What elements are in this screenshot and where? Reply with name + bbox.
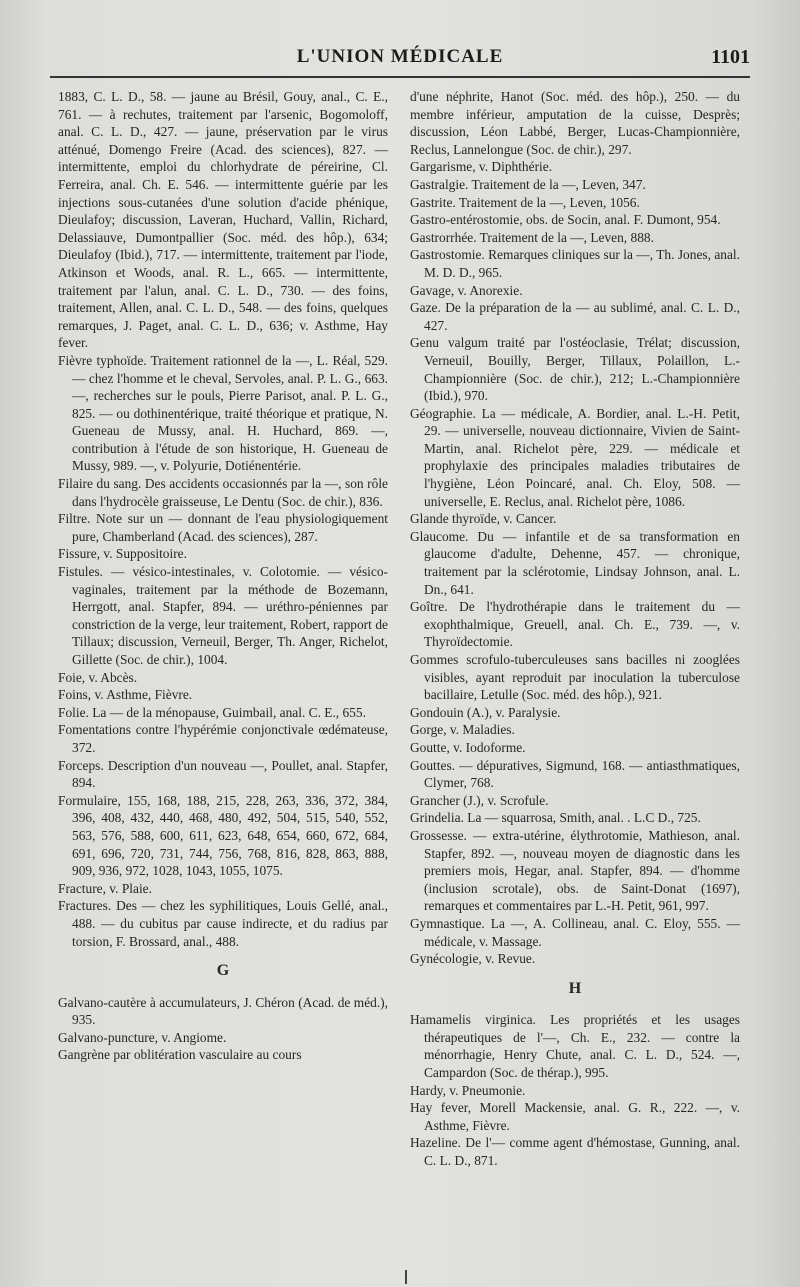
index-entry: Grossesse. — extra-utérine, élythrotomie, Mathieson, anal. Stapfer, 892. —, nouveau moyen de diagnostic dans les premiers mois, Hegar, anal. Stapfer, 894. — d'homme (inclusion scrotale), obs. de Saint-Donat (1697), remarques et commentaires par L.-H. Petit, 961, 997.: [410, 827, 740, 914]
left-entries: [58, 88, 388, 950]
column-divider: [405, 1270, 407, 1284]
index-entry: Fomentations contre l'hypérémie conjonctivale œdémateuse, 372.: [58, 722, 388, 755]
index-entry: Gastrite. Traitement de la —, Leven, 1056.: [410, 194, 640, 210]
index-entry: Hardy, v. Pneumonie.: [410, 1082, 526, 1098]
index-entry: Glaucome. Du — infantile et de sa transformation en glaucome d'adulte, Dehenne, 457. — chronique, traitement par la sclérotomie, Lindsay Johnson, anal. L. Dn., 641.: [410, 528, 740, 597]
left-column: [58, 88, 388, 1064]
index-entry: Galvano-puncture, v. Angiome.: [58, 1029, 227, 1045]
index-entry: Filtre. Note sur un — donnant de l'eau physiologiquement pure, Chamberland (Acad. des sciences), 287.: [58, 511, 388, 544]
index-entry: Goutte, v. Iodoforme.: [410, 739, 526, 755]
page-number: 1101: [711, 46, 750, 68]
right-entries-h: [410, 1011, 740, 1169]
index-entry: Hamamelis virginica. Les propriétés et les usages thérapeutiques de l'—, Ch. E., 232. — contre la ménorrhagie, Henry Chute, anal. C. L. D., 524. —, Campardon (Soc. de thérap.), 995.: [410, 1012, 740, 1081]
index-entry: Genu valgum traité par l'ostéoclasie, Trélat; discussion, Verneuil, Bouilly, Berger, Tillaux, Polaillon, L.-Championnière (Soc. de chir.), 212; L.-Championnière (Ibid.), 970.: [410, 335, 740, 404]
header-rule: [50, 76, 750, 78]
right-entries: [410, 88, 740, 968]
section-letter-h: H: [568, 979, 582, 997]
index-entry: Formulaire, 155, 168, 188, 215, 228, 263, 336, 372, 384, 396, 408, 432, 440, 468, 480, 492, 504, 515, 540, 552, 563, 576, 588, 600, 611, 623, 648, 654, 660, 672, 684, 691, 696, 720, 731, 744, 756, 768, 816, 828, 863, 888, 909, 936, 972, 1028, 1043, 1055, 1075.: [58, 792, 388, 879]
index-entry: Gouttes. — dépuratives, Sigmund, 168. — antiasthmatiques, Clymer, 768.: [410, 757, 740, 791]
index-entry: Fièvre typhoïde. Traitement rationnel de la —, L. Réal, 529. — chez l'homme et le cheval, Servoles, anal. P. L. G., 663. —, recherches sur le pouls, Pierre Parisot, anal. P. L. G., 825. — ou dothinentérique, traité théorique et pratique, N. Gueneau de Mussy, anal. H. Huchard, 869. —, contribution à l'étude de son historique, H. Gueneau de Mussy, 989. —, v. Polyurie, Dotiénentérie.: [58, 352, 388, 474]
index-entry: Hay fever, Morell Mackensie, anal. G. R., 222. —, v. Asthme, Fièvre.: [410, 1100, 740, 1133]
index-entry: Foie, v. Abcès.: [58, 669, 138, 685]
index-entry: Gondouin (A.), v. Paralysie.: [410, 704, 561, 720]
index-entry: d'une néphrite, Hanot (Soc. méd. des hôp.), 250. — du membre inférieur, amputation de la cuisse, Desprès; discussion, Léon Labbé, Berger, Lucas-Championnière, Reclus, Lannelongue (Soc. de chir.), 297.: [410, 89, 740, 157]
index-entry: Gommes scrofulo-tuberculeuses sans bacilles ni zooglées visibles, ayant reproduit par inoculation la tuberculose bacillaire, Letulle (Soc. méd. des hôp.), 921.: [410, 652, 740, 703]
index-entry: Folie. La — de la ménopause, Guimbail, anal. C. E., 655.: [58, 704, 366, 720]
index-entry: Grancher (J.), v. Scrofule.: [410, 792, 549, 808]
index-entry: 1883, C. L. D., 58. — jaune au Brésil, Gouy, anal., C. E., 761. — à rechutes, traitement par l'arsenic, Bogomoloff, anal. C. L. D., 427. — jaune, préservation par le virus atténué, Domengo Freire (Acad. des sciences), 827. — intermittente, emploi du chlorhydrate de péreirine, Cl. Ferreira, anal. Ch. E. 546. — intermittente guérie par les injections sous-cutanées d'une solution d'acide phénique, Dieulafoy; discussion, Laveran, Huchard, Vallin, Richard, Delassiauve, Dumontpallier (Soc. méd. des hôp.), 634; Dieulafoy (Ibid.), 717. — intermittente, traitement par l'iode, Atkinson et Woods, anal. R. L., 665. — intermittente, traitement par l'alun, anal. C. L. D., 730. — des foins, traitement, Allen, anal. C. L. D., 548. — des foins, quelques remarques, J. Paget, anal. C. L. D., 636; v. Asthme, Hay fever.: [58, 89, 388, 351]
index-entry: Grindelia. La — squarrosa, Smith, anal. . L.C D., 725.: [410, 810, 701, 826]
index-entry: Glande thyroïde, v. Cancer.: [410, 511, 557, 527]
index-entry: Gastrostomie. Remarques cliniques sur la —, Th. Jones, anal. M. D. D., 965.: [410, 247, 740, 280]
index-entry: Géographie. La — médicale, A. Bordier, anal. L.-H. Petit, 29. — universelle, nouveau dictionnaire, Vivien de Saint-Martin, anal. Richelot père, 229. — médicale et prophylaxie des principales maladies tributaires de l'hygiène, Léon Poincaré, anal. Ch. Eloy, 508. — universelle, E. Reclus, anal. Richelot père, 1086.: [410, 405, 740, 509]
index-entry: Gavage, v. Anorexie.: [410, 282, 523, 298]
index-entry: Gargarisme, v. Diphthérie.: [410, 159, 553, 175]
running-header: [50, 44, 750, 74]
index-entry: Fractures. Des — chez les syphilitiques, Louis Gellé, anal., 488. — du cubitus par cause indirecte, et du radius par torsion, F. Brossard, anal., 488.: [58, 898, 388, 949]
index-entry: Gangrène par oblitération vasculaire au cours: [58, 1047, 302, 1063]
index-entry: Fracture, v. Plaie.: [58, 880, 152, 896]
section-letter-g: G: [216, 962, 230, 980]
left-entries-g: [58, 994, 388, 1064]
index-entry: Gymnastique. La —, A. Collineau, anal. C. Eloy, 555. — médicale, v. Massage.: [410, 915, 740, 949]
page-title: L'UNION MÉDICALE: [296, 46, 504, 67]
index-entry: Gaze. De la préparation de la — au sublimé, anal. C. L. D., 427.: [410, 300, 740, 333]
index-entry: Foins, v. Asthme, Fièvre.: [58, 687, 193, 703]
index-entry: Gastralgie. Traitement de la —, Leven, 347.: [410, 176, 646, 192]
index-entry: Gynécologie, v. Revue.: [410, 951, 536, 967]
index-entry: Gastro-entérostomie, obs. de Socin, anal. F. Dumont, 954.: [410, 212, 721, 228]
index-entry: Gorge, v. Maladies.: [410, 722, 515, 738]
index-entry: Fissure, v. Suppositoire.: [58, 546, 187, 562]
index-entry: Galvano-cautère à accumulateurs, J. Chéron (Acad. de méd.), 935.: [58, 994, 388, 1028]
index-entry: Gastrorrhée. Traitement de la —, Leven, 888.: [410, 229, 654, 245]
right-column: [410, 88, 740, 1170]
index-entry: Hazeline. De l'— comme agent d'hémostase, Gunning, anal. C. L. D., 871.: [410, 1135, 740, 1169]
index-entry: Filaire du sang. Des accidents occasionnés par la —, son rôle dans l'hydrocèle graisseuse, Le Dentu (Soc. de chir.), 836.: [58, 476, 388, 509]
index-entry: Forceps. Description d'un nouveau —, Poullet, anal. Stapfer, 894.: [58, 757, 388, 791]
index-entry: Goître. De l'hydrothérapie dans le traitement du — exophthalmique, Greuell, anal. Ch. E., 739. —, v. Thyroïdectomie.: [410, 599, 740, 650]
index-entry: Fistules. — vésico-intestinales, v. Colotomie. — vésico-vaginales, traitement par la méthode de Bozemann, Herrgott, anal. Stapfer, 894. — uréthro-péniennes par constriction de la verge, leur traitement, Robert, rapport de Tillaux; discussion, Verneuil, Berger, Th. Anger, Richelot, Gillette (Soc. de chir.), 1004.: [58, 564, 388, 667]
